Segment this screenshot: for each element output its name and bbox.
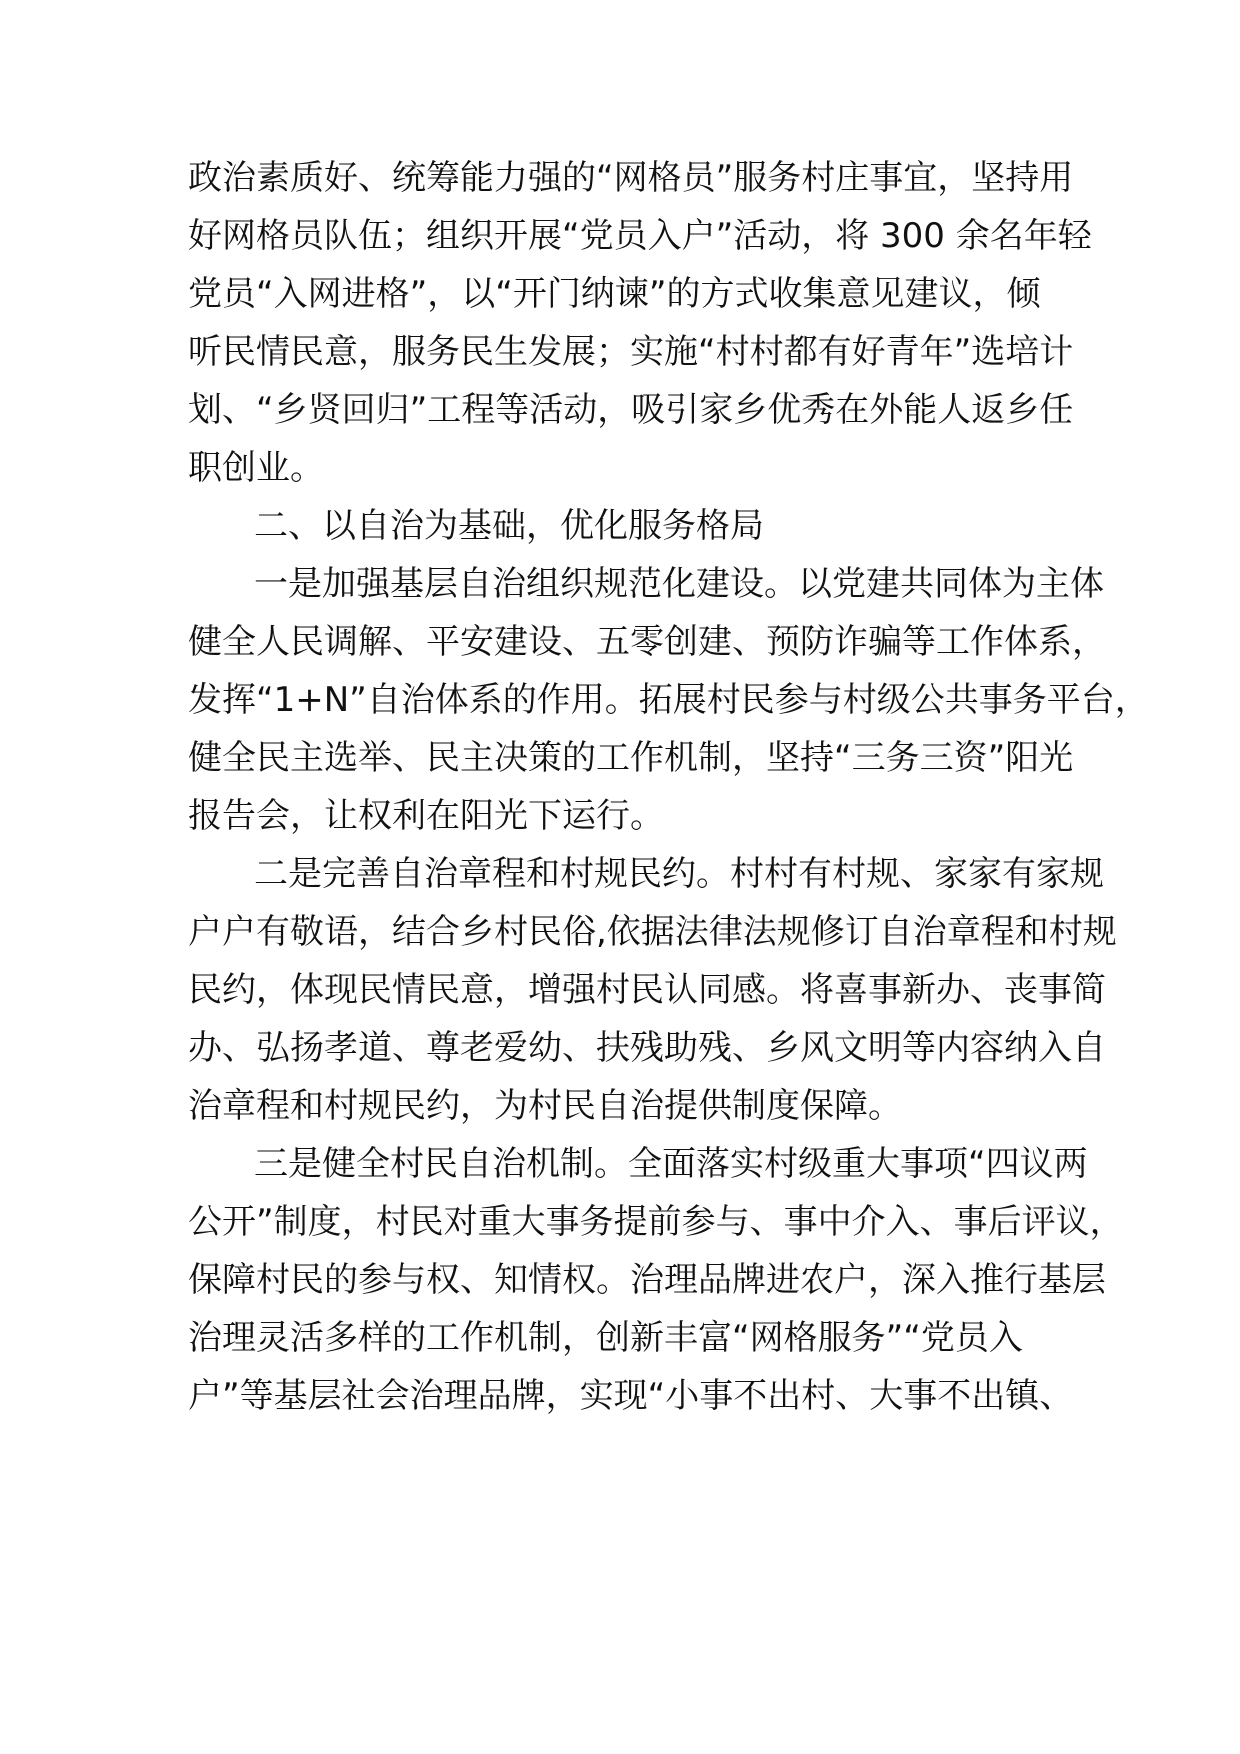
paragraph-line: 户”等基层社会治理品牌，实现“小事不出村、大事不出镇、 (188, 1376, 1074, 1416)
paragraph-line: 政治素质好、统筹能力强的“网格员”服务村庄事宜，坚持用 (188, 158, 1074, 198)
paragraph-line: 健全民主选举、民主决策的工作机制，坚持“三务三资”阳光 (188, 738, 1074, 778)
paragraph-line: 治章程和村规民约，为村民自治提供制度保障。 (188, 1086, 902, 1126)
paragraph-line: 发挥“1+N”自治体系的作用。拓展村民参与村级公共事务平台， (188, 680, 1149, 720)
paragraph-line: 好网格员队伍；组织开展“党员入户”活动，将 300 余名年轻 (188, 216, 1092, 256)
paragraph-line: 听民情民意，服务民生发展；实施“村村都有好青年”选培计 (188, 332, 1074, 372)
paragraph-line: 一是加强基层自治组织规范化建设。以党建共同体为主体 (254, 564, 1104, 604)
paragraph-line: 办、弘扬孝道、尊老爱幼、扶残助残、乡风文明等内容纳入自 (188, 1028, 1106, 1068)
paragraph-line: 划、“乡贤回归”工程等活动，吸引家乡优秀在外能人返乡任 (188, 390, 1074, 430)
paragraph-line: 健全人民调解、平安建设、五零创建、预防诈骗等工作体系， (188, 622, 1106, 662)
paragraph-line: 职创业。 (188, 448, 324, 488)
paragraph-line: 治理灵活多样的工作机制，创新丰富“网格服务”“党员入 (188, 1318, 1023, 1358)
paragraph-line: 户户有敬语，结合乡村民俗,依据法律法规修订自治章程和村规 (188, 912, 1117, 952)
paragraph-line: 民约，体现民情民意，增强村民认同感。将喜事新办、丧事简 (188, 970, 1106, 1010)
paragraph-line: 报告会，让权利在阳光下运行。 (188, 796, 664, 836)
paragraph-line: 公开”制度，村民对重大事务提前参与、事中介入、事后评议， (188, 1202, 1124, 1242)
paragraph-line: 三是健全村民自治机制。全面落实村级重大事项“四议两 (254, 1144, 1088, 1184)
paragraph-line: 党员“入网进格”，以“开门纳谏”的方式收集意见建议，倾 (188, 274, 1041, 314)
paragraph-line: 二是完善自治章程和村规民约。村村有村规、家家有家规 (254, 854, 1104, 894)
section-heading: 二、以自治为基础，优化服务格局 (254, 506, 764, 546)
paragraph-line: 保障村民的参与权、知情权。治理品牌进农户，深入推行基层 (188, 1260, 1106, 1300)
